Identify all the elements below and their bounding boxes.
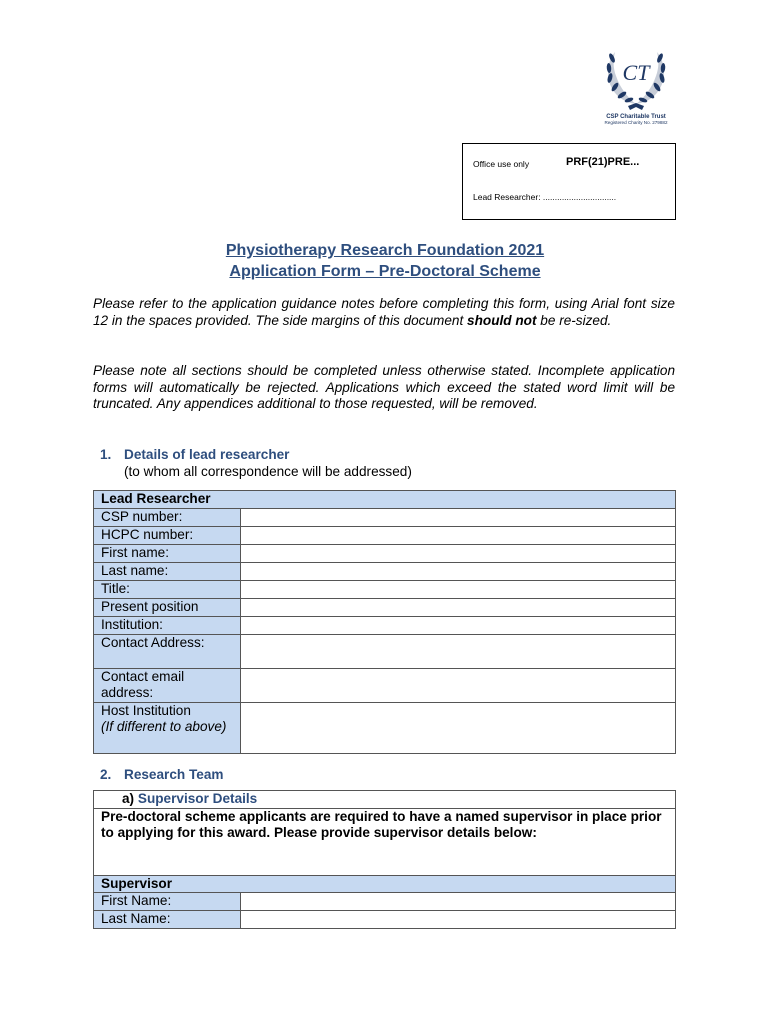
laurel-wreath-icon [598,44,674,112]
supervisor-header: Supervisor [94,875,676,893]
table-row [94,580,676,598]
institution-label: Institution: [94,616,241,634]
table-row [94,526,676,544]
supervisor-table [93,790,676,929]
table-row [94,616,676,634]
table-row [94,702,676,753]
supervisor-first-name-field[interactable] [240,893,675,911]
intro-p1-start: Please refer to the application guidance notes before completing this form, using Arial font size 12 in the spaces provided. The side margins of this document [93,296,675,328]
section-1-subheading: (to whom all correspondence will be addressed) [124,464,412,479]
table-row [94,598,676,616]
office-use-label: Office use only [473,159,530,169]
lead-researcher-line: Lead Researcher: ............................... [473,192,617,202]
svg-text:CT: CT [622,60,650,85]
section-2-number: 2. [100,767,112,782]
table-row [94,562,676,580]
section-2-heading [100,767,224,782]
hcpc-number-field[interactable] [240,526,675,544]
present-position-field[interactable] [240,598,675,616]
supervisor-last-name-label: Last Name: [94,911,241,929]
first-name-field[interactable] [240,544,675,562]
title-label: Title: [94,580,241,598]
host-institution-label [94,702,241,753]
csp-charitable-trust-logo [586,44,686,134]
table-row [94,791,676,809]
intro-p1-end: be re-sized. [536,312,612,328]
host-institution-field[interactable] [240,702,675,753]
hcpc-number-label: HCPC number: [94,526,241,544]
present-position-label: Present position [94,598,241,616]
table-row [94,808,676,875]
supervisor-details-title: Supervisor Details [137,791,258,806]
sub-letter: a) [122,791,135,806]
table-row [94,508,676,526]
institution-field[interactable] [240,616,675,634]
host-institution-note: (If different to above) [101,719,227,734]
table-row [94,668,676,702]
intro-paragraph-2: Please note all sections should be completed unless otherwise stated. Incomplete application forms will automatically be rejected. Applications which exceed the stated word limit will be truncated. Any appendices additional to those requested, will be removed. [93,363,675,411]
intro-p1-bold: should not [467,312,537,328]
lead-researcher-table [93,490,676,754]
contact-email-label: Contact email address: [94,668,241,702]
table-header-row [94,491,676,509]
supervisor-last-name-field[interactable] [240,911,675,929]
contact-address-field[interactable] [240,634,675,668]
contact-address-label: Contact Address: [94,634,241,668]
csp-number-field[interactable] [240,508,675,526]
lead-researcher-header: Lead Researcher [94,491,676,509]
supervisor-first-name-label: First Name: [94,893,241,911]
title-line-2: Application Form – Pre-Doctoral Scheme [229,263,541,280]
title-line-1: Physiotherapy Research Foundation 2021 [225,242,545,259]
table-row [94,544,676,562]
supervisor-details-subheading [94,791,676,809]
last-name-label: Last name: [94,562,241,580]
last-name-field[interactable] [240,562,675,580]
logo-registration: Registered Charity No. 279882 [604,120,668,125]
reference-code: PRF(21)PRE... [566,156,640,168]
csp-number-label: CSP number: [94,508,241,526]
section-1-heading [100,447,289,462]
section-1-number: 1. [100,447,112,462]
section-2-title: Research Team [124,767,224,782]
intro-paragraph-1 [93,296,675,329]
office-use-box [462,143,676,220]
logo-org-name: CSP Charitable Trust [606,114,666,120]
section-1-title: Details of lead researcher [124,447,290,462]
contact-email-field[interactable] [240,668,675,702]
table-header-row [94,875,676,893]
page-title [0,240,770,282]
host-institution-text: Host Institution [101,702,191,718]
supervisor-notice: Pre-doctoral scheme applicants are required to have a named supervisor in place prior to applying for this award. Please provide supervisor details below: [94,808,676,875]
title-field[interactable] [240,580,675,598]
table-row [94,911,676,929]
first-name-label: First name: [94,544,241,562]
table-row [94,634,676,668]
table-row [94,893,676,911]
